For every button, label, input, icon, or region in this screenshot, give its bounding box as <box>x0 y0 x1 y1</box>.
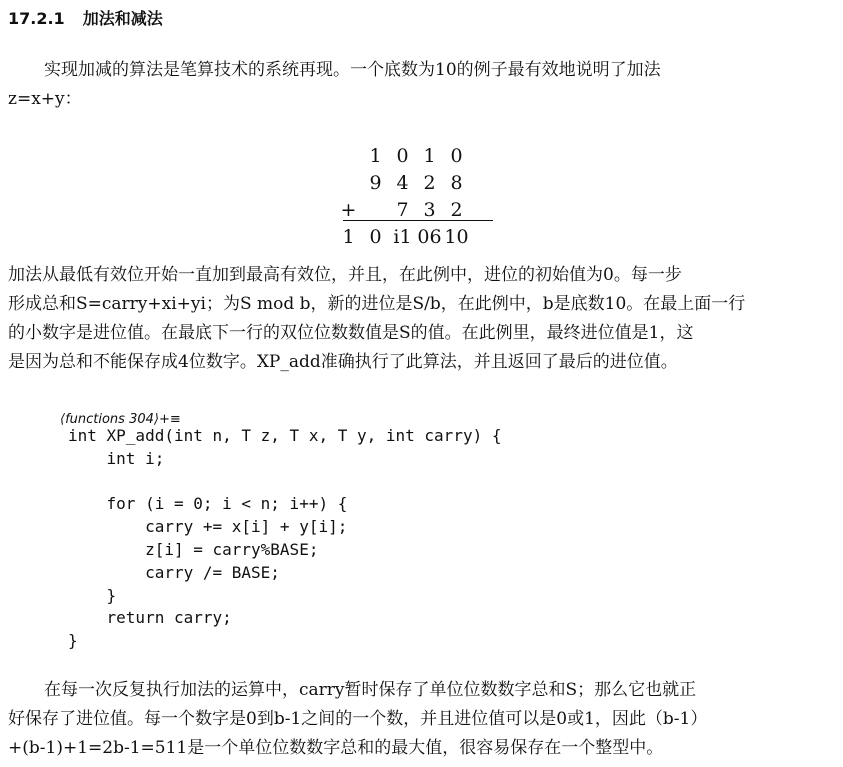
digit-cell: 06 <box>417 226 442 248</box>
digit-cell: 1 <box>423 145 436 167</box>
digit-cell: 0 <box>369 226 382 248</box>
code-line: carry /= BASE; <box>68 562 280 582</box>
paragraph-line <box>8 676 836 705</box>
digit-cell <box>335 143 362 170</box>
digit-cell: 1 <box>342 226 355 248</box>
digit-cell: 10 <box>444 226 469 248</box>
conclusion-paragraph <box>8 676 836 763</box>
code-line: int XP_add(int n, T z, T x, T y, int carry) { <box>68 426 502 445</box>
sum-rule <box>343 220 493 221</box>
operand-x-row <box>335 170 470 197</box>
code-line: int i; <box>68 448 165 468</box>
section-number: 17.2.1 <box>8 9 65 28</box>
digit-cell: 3 <box>423 199 436 221</box>
addition-example <box>335 143 470 251</box>
sum-row <box>335 224 470 251</box>
digit-cell: 2 <box>423 172 436 194</box>
paragraph-line: 是因为总和不能保存成4位数字。XP_add准确执行了此算法，并且返回了最后的进位值。 <box>8 352 678 372</box>
code-line: for (i = 0; i < n; i++) { <box>68 494 348 514</box>
digit-cell <box>335 170 362 197</box>
digit-cell: 4 <box>396 172 409 194</box>
code-line: } <box>68 585 117 605</box>
paragraph-line: 的小数字是进位值。在最底下一行的双位位数数值是S的值。在此例里，最终进位值是1，这 <box>8 323 694 343</box>
digit-cell: 0 <box>450 145 463 167</box>
section-title: 加法和减法 <box>82 9 163 28</box>
paragraph-line: 形成总和S=carry+xi+yi；为S mod b，新的进位是S/b，在此例中，b是底数10。在最上面一行 <box>8 294 746 314</box>
paragraph-line: +(b-1)+1=2b-1=511是一个单位位数数字总和的最大值，很容易保存在一个整型中。 <box>8 738 664 758</box>
paragraph-line: 加法从最低有效位开始一直加到最高有效位，并且，在此例中，进位的初始值为0。每一步 <box>8 265 682 285</box>
code-line <box>68 471 501 494</box>
digit-cell: 8 <box>450 172 463 194</box>
explanation-paragraph <box>8 261 836 377</box>
code-chunk-label: ⟨functions 304⟩+≡ <box>60 412 181 427</box>
digit-cell: 1 <box>369 145 382 167</box>
code-line: } <box>68 631 78 651</box>
section-heading <box>8 6 163 29</box>
intro-line-1: 实现加减的算法是笔算技术的系统再现。一个底数为10的例子最有效地说明了加法 <box>44 60 661 80</box>
code-block <box>68 425 501 653</box>
intro-paragraph <box>8 56 836 114</box>
intro-line-2: z=x+y： <box>8 89 82 109</box>
code-line: carry += x[i] + y[i]; <box>68 517 348 537</box>
digit-cell: 0 <box>396 145 409 167</box>
paragraph-line: 好保存了进位值。每一个数字是0到b-1之间的一个数，并且进位值可以是0或1，因此（b-1） <box>8 709 708 729</box>
carry-row <box>335 143 470 170</box>
digit-cell: 7 <box>396 199 409 221</box>
digit-cell: i1 <box>393 226 412 248</box>
code-line: return carry; <box>68 608 232 628</box>
digit-cell: 2 <box>450 199 463 221</box>
code-line: z[i] = carry%BASE; <box>68 539 319 559</box>
plus-sign: + <box>340 199 357 221</box>
digit-cell: 9 <box>369 172 382 194</box>
paragraph-line-text: 在每一次反复执行加法的运算中，carry暂时保存了单位位数数字总和S；那么它也就正 <box>44 680 697 700</box>
